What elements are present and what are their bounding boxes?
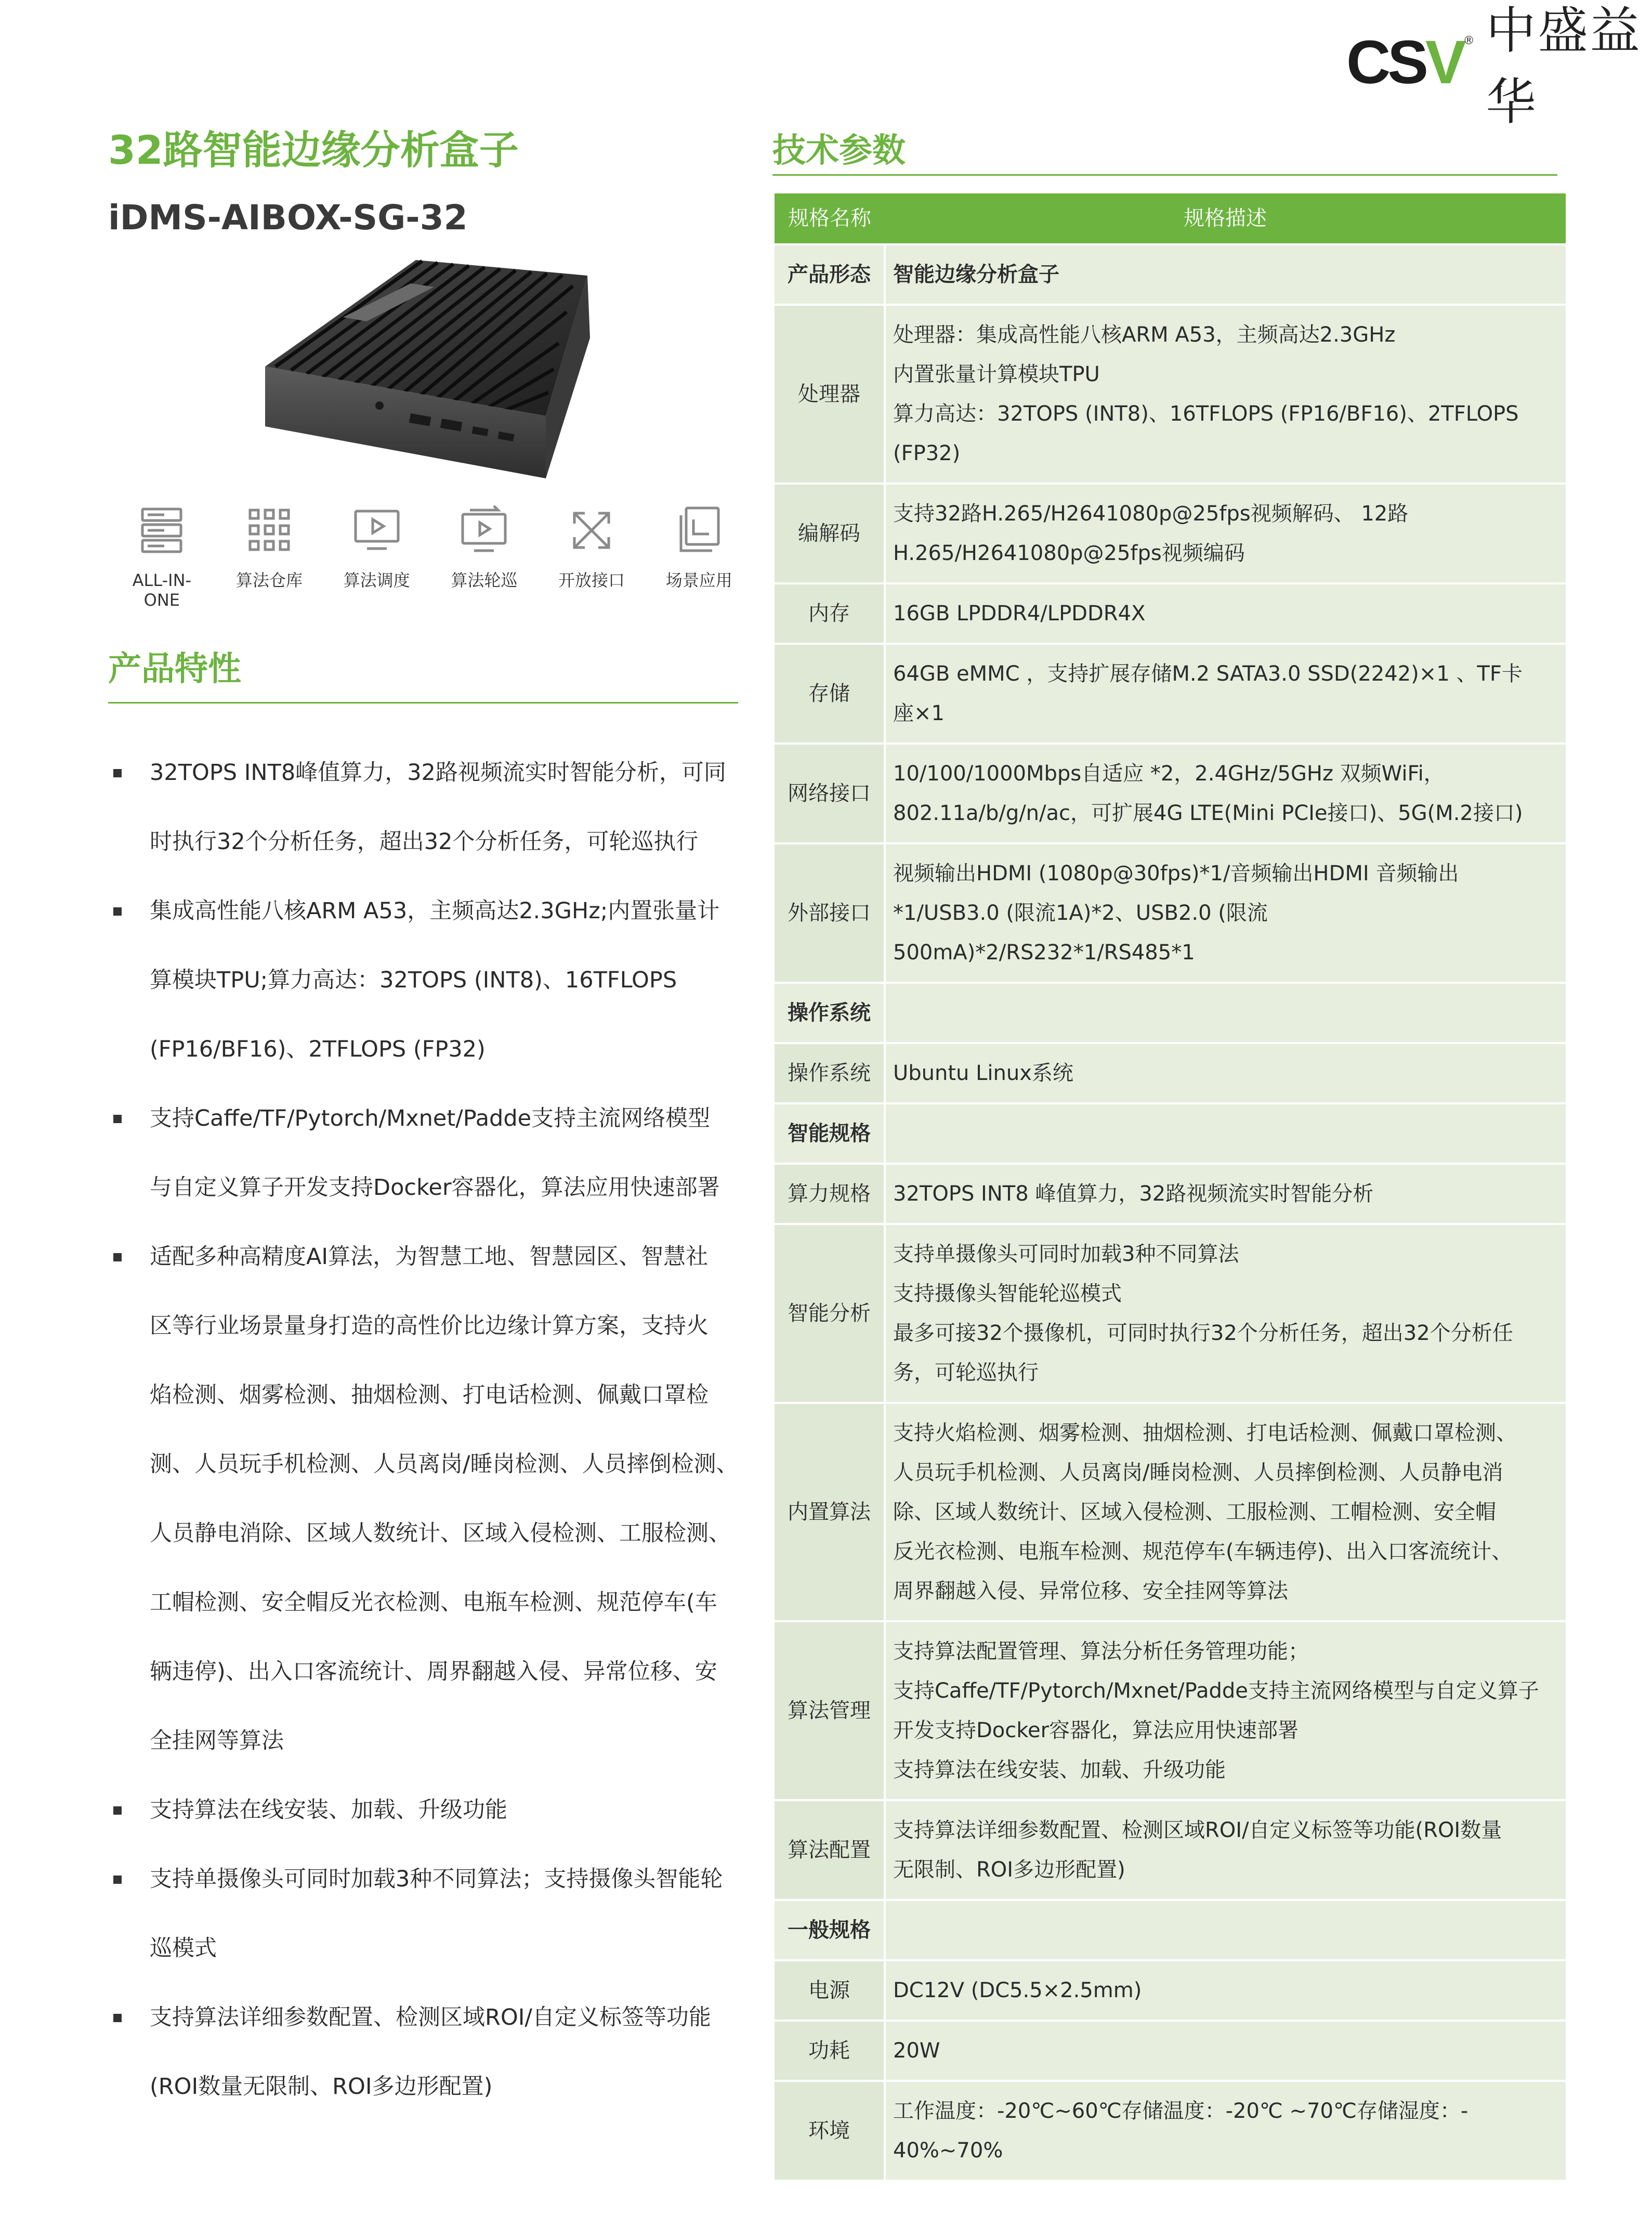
spec-desc-line: 20W xyxy=(893,2039,940,2063)
server-stack-icon xyxy=(133,502,190,559)
feature-line: 焰检测、烟雾检测、抽烟检测、打电话检测、佩戴口罩检 xyxy=(150,1382,709,1408)
spec-desc-line: 座×1 xyxy=(893,701,945,725)
spec-name-cell: 内存 xyxy=(775,583,885,644)
feature-icons-row xyxy=(108,502,753,610)
feature-line: 时执行32个分析任务，超出32个分析任务，可轮巡执行 xyxy=(150,829,699,855)
bullet-square-icon xyxy=(113,1253,122,1261)
feature-item xyxy=(109,1983,759,2121)
spec-row xyxy=(775,1224,1566,1403)
spec-desc-line: 视频输出HDMI (1080p@30fps)*1/音频输出HDMI 音频输出 xyxy=(893,862,1459,885)
spec-name-cell: 一般规格 xyxy=(775,1900,885,1960)
spec-row xyxy=(775,644,1566,744)
spec-row xyxy=(775,1403,1566,1621)
bullet-square-icon xyxy=(113,769,122,777)
product-title: 32路智能边缘分析盒子 xyxy=(108,127,519,173)
spec-desc-line: 智能边缘分析盒子 xyxy=(893,263,1059,286)
spec-desc-cell xyxy=(885,1103,1566,1164)
feature-item xyxy=(109,877,759,1084)
spec-desc-cell xyxy=(885,1621,1566,1800)
spec-desc-line: 除、区域人数统计、区域入侵检测、工服检测、工帽检测、安全帽 xyxy=(893,1500,1496,1524)
spec-desc-cell xyxy=(885,1800,1566,1900)
icon-item-algorithm-patrol xyxy=(430,502,538,610)
registered-mark: ® xyxy=(1463,34,1475,47)
spec-desc-line: 500mA)*2/RS232*1/RS485*1 xyxy=(893,941,1195,965)
spec-name-cell: 算力规格 xyxy=(775,1164,885,1224)
spec-desc-cell xyxy=(885,843,1566,983)
spec-desc-cell xyxy=(885,1224,1566,1403)
spec-row xyxy=(775,843,1566,983)
spec-desc-line: 反光衣检测、电瓶车检测、规范停车(车辆违停)、出入口客流统计、 xyxy=(893,1540,1513,1564)
feature-item xyxy=(109,1222,759,1776)
bullet-square-icon xyxy=(113,1115,122,1123)
feature-line: 支持Caffe/TF/Pytorch/Mxnet/Padde支持主流网络模型 xyxy=(150,1105,711,1131)
spec-name-cell: 网络接口 xyxy=(775,744,885,843)
spec-name-cell: 操作系统 xyxy=(775,983,885,1043)
spec-desc-cell xyxy=(885,744,1566,843)
spec-row xyxy=(775,1960,1566,2021)
spec-desc-cell xyxy=(885,1900,1566,1960)
spec-row xyxy=(775,583,1566,644)
spec-desc-line: 支持算法配置管理、算法分析任务管理功能； xyxy=(893,1639,1309,1663)
feature-line: 区等行业场景量身打造的高性价比边缘计算方案，支持火 xyxy=(150,1313,709,1339)
feature-line: 支持算法详细参数配置、检测区域ROI/自定义标签等功能 xyxy=(150,2004,711,2030)
spec-name-cell: 存储 xyxy=(775,644,885,744)
spec-desc-cell xyxy=(885,1164,1566,1224)
spec-row xyxy=(775,1164,1566,1224)
feature-line: 巡模式 xyxy=(150,1935,217,1961)
feature-line: 辆违停)、出入口客流统计、周界翻越入侵、异常位移、安 xyxy=(150,1659,717,1685)
spec-desc-line: 支持Caffe/TF/Pytorch/Mxnet/Padde支持主流网络模型与自定义算子 xyxy=(893,1679,1539,1703)
feature-item xyxy=(109,1845,759,1983)
feature-line: 32TOPS INT8峰值算力，32路视频流实时智能分析，可同 xyxy=(150,760,726,786)
spec-desc-line: 支持单摄像头可同时加载3种不同算法 xyxy=(893,1242,1239,1266)
spec-row xyxy=(775,2021,1566,2081)
bullet-square-icon xyxy=(113,907,122,916)
icon-label: 场景应用 xyxy=(665,570,732,590)
feature-line: 适配多种高精度AI算法，为智慧工地、智慧园区、智慧社 xyxy=(150,1244,709,1270)
spec-desc-cell xyxy=(885,244,1566,305)
spec-desc-line: 工作温度：-20℃~60℃存储温度：-20℃ ~70℃存储湿度：- xyxy=(893,2099,1469,2123)
bullet-square-icon xyxy=(113,2014,122,2022)
spec-desc-line: 支持算法在线安装、加载、升级功能 xyxy=(893,1758,1226,1782)
spec-desc-line: 算力高达：32TOPS (INT8)、16TFLOPS (FP16/BF16)、2TFLOPS xyxy=(893,402,1519,426)
spec-table-header xyxy=(775,193,1566,244)
spec-name-cell: 内置算法 xyxy=(775,1403,885,1621)
spec-name-cell: 处理器 xyxy=(775,305,885,484)
icon-item-scene-application xyxy=(645,502,753,610)
spec-desc-line: 周界翻越入侵、异常位移、安全挂网等算法 xyxy=(893,1579,1288,1603)
spec-table xyxy=(775,193,1566,2182)
icon-label: 算法仓库 xyxy=(236,570,303,590)
spec-desc-cell xyxy=(885,644,1566,744)
layers-window-icon xyxy=(671,502,728,559)
feature-line: 全挂网等算法 xyxy=(150,1728,284,1754)
feature-line: 人员静电消除、区域人数统计、区域入侵检测、工服检测、 xyxy=(150,1520,731,1546)
spec-row xyxy=(775,484,1566,583)
spec-row xyxy=(775,744,1566,843)
spec-desc-line: *1/USB3.0 (限流1A)*2、USB2.0 (限流 xyxy=(893,901,1268,925)
spec-desc-line: 64GB eMMC ，支持扩展存储M.2 SATA3.0 SSD(2242)×1 、TF卡 xyxy=(893,662,1523,686)
spec-desc-line: DC12V (DC5.5×2.5mm) xyxy=(893,1978,1142,2002)
icon-label: 算法轮巡 xyxy=(451,570,518,590)
brand-logo xyxy=(1346,2,1652,131)
spec-desc-line: 支持算法详细参数配置、检测区域ROI/自定义标签等功能(ROI数量 xyxy=(893,1818,1502,1842)
feature-item xyxy=(109,1084,759,1222)
icon-item-open-interface xyxy=(538,502,646,610)
monitor-play-icon xyxy=(348,502,405,559)
spec-desc-line: 内置张量计算模块TPU xyxy=(893,362,1100,386)
spec-name-cell: 环境 xyxy=(775,2081,885,2181)
icon-label: 算法调度 xyxy=(343,570,410,590)
feature-line: 工帽检测、安全帽反光衣检测、电瓶车检测、规范停车(车 xyxy=(150,1590,717,1616)
icon-label: 开放接口 xyxy=(558,570,625,590)
spec-desc-cell xyxy=(885,305,1566,484)
spec-row xyxy=(775,1900,1566,1960)
spec-desc-line: 支持摄像头智能轮巡模式 xyxy=(893,1282,1122,1306)
spec-desc-line: 最多可接32个摄像机，可同时执行32个分析任务，超出32个分析任 xyxy=(893,1321,1513,1345)
expand-arrows-icon xyxy=(563,502,620,559)
spec-desc-cell xyxy=(885,484,1566,583)
spec-name-cell: 算法配置 xyxy=(775,1800,885,1900)
logo-mark: CSV xyxy=(1346,28,1463,97)
spec-row xyxy=(775,1800,1566,1900)
feature-line: 测、人员玩手机检测、人员离岗/睡岗检测、人员摔倒检测、 xyxy=(150,1451,739,1477)
spec-desc-cell xyxy=(885,983,1566,1043)
spec-row xyxy=(775,1103,1566,1164)
spec-desc-line: 支持火焰检测、烟雾检测、抽烟检测、打电话检测、佩戴口罩检测、 xyxy=(893,1421,1517,1445)
spec-desc-line xyxy=(893,1114,1551,1153)
spec-row xyxy=(775,244,1566,305)
spec-desc-line xyxy=(893,993,1551,1033)
spec-name-cell: 算法管理 xyxy=(775,1621,885,1800)
spec-row xyxy=(775,1621,1566,1800)
spec-desc-cell xyxy=(885,1043,1566,1103)
icon-label: ALL-IN-ONE xyxy=(132,570,192,610)
features-list xyxy=(109,738,759,2121)
icon-item-algorithm-store xyxy=(216,502,323,610)
spec-desc-line: 人员玩手机检测、人员离岗/睡岗检测、人员摔倒检测、人员静电消 xyxy=(893,1461,1503,1484)
spec-divider xyxy=(772,174,1557,176)
spec-name-cell: 产品形态 xyxy=(775,244,885,305)
features-heading: 产品特性 xyxy=(108,650,241,688)
features-divider xyxy=(108,702,738,704)
spec-name-cell: 功耗 xyxy=(775,2021,885,2081)
grid-dots-icon xyxy=(241,502,298,559)
feature-item xyxy=(109,1776,759,1845)
spec-desc-cell xyxy=(885,1403,1566,1621)
product-image xyxy=(255,255,598,489)
spec-desc-line: 开发支持Docker容器化，算法应用快速部署 xyxy=(893,1718,1299,1742)
icon-item-algorithm-scheduling xyxy=(323,502,430,610)
monitor-cycle-icon xyxy=(455,502,513,559)
feature-line: (FP16/BF16)、2TFLOPS (FP32) xyxy=(150,1036,486,1062)
spec-row xyxy=(775,2081,1566,2181)
spec-desc-line: 802.11a/b/g/n/ac，可扩展4G LTE(Mini PCIe接口)、5G(M.2接口) xyxy=(893,801,1523,825)
feature-line: 算模块TPU;算力高达：32TOPS (INT8)、16TFLOPS xyxy=(150,967,677,993)
spec-desc-line: 40%~70% xyxy=(893,2139,1003,2163)
spec-desc-line: 处理器：集成高性能八核ARM A53，主频高达2.3GHz xyxy=(893,323,1396,347)
spec-heading: 技术参数 xyxy=(772,132,906,170)
spec-name-cell: 编解码 xyxy=(775,484,885,583)
spec-desc-line: 10/100/1000Mbps自适应 *2，2.4GHz/5GHz 双频WiFi， xyxy=(893,762,1445,786)
spec-name-cell: 外部接口 xyxy=(775,843,885,983)
spec-desc-line: 32TOPS INT8 峰值算力，32路视频流实时智能分析 xyxy=(893,1182,1374,1206)
spec-name-cell: 智能分析 xyxy=(775,1224,885,1403)
spec-header-desc: 规格描述 xyxy=(885,193,1566,244)
spec-desc-line: Ubuntu Linux系统 xyxy=(893,1061,1073,1085)
spec-desc-cell xyxy=(885,583,1566,644)
spec-name-cell: 电源 xyxy=(775,1960,885,2021)
spec-row xyxy=(775,1043,1566,1103)
spec-desc-line: 16GB LPDDR4/LPDDR4X xyxy=(893,602,1146,626)
spec-desc-line: 务，可轮巡执行 xyxy=(893,1361,1039,1385)
feature-line: 与自定义算子开发支持Docker容器化，算法应用快速部署 xyxy=(150,1175,720,1201)
feature-item xyxy=(109,738,759,877)
spec-desc-cell xyxy=(885,1960,1566,2021)
spec-desc-line xyxy=(893,1910,1551,1950)
bullet-square-icon xyxy=(113,1806,122,1815)
spec-row xyxy=(775,983,1566,1043)
icon-item-all-in-one xyxy=(108,502,216,610)
bullet-square-icon xyxy=(113,1876,122,1884)
logo-company-name: 中盛益华 xyxy=(1486,2,1642,131)
feature-line: (ROI数量无限制、ROI多边形配置) xyxy=(150,2074,493,2100)
spec-desc-line: H.265/H2641080p@25fps视频编码 xyxy=(893,541,1245,565)
spec-desc-line: (FP32) xyxy=(893,441,961,465)
spec-desc-cell xyxy=(885,2081,1566,2181)
spec-name-cell: 操作系统 xyxy=(775,1043,885,1103)
feature-line: 集成高性能八核ARM A53，主频高达2.3GHz;内置张量计 xyxy=(150,898,720,924)
spec-desc-cell xyxy=(885,2021,1566,2081)
spec-desc-line: 支持32路H.265/H2641080p@25fps视频解码、 12路 xyxy=(893,502,1409,526)
product-model: iDMS-AIBOX-SG-32 xyxy=(108,198,468,238)
spec-header-name: 规格名称 xyxy=(775,193,885,244)
spec-row xyxy=(775,305,1566,484)
feature-line: 支持单摄像头可同时加载3种不同算法；支持摄像头智能轮 xyxy=(150,1866,723,1892)
spec-name-cell: 智能规格 xyxy=(775,1103,885,1164)
spec-desc-line: 无限制、ROI多边形配置) xyxy=(893,1858,1125,1882)
feature-line: 支持算法在线安装、加载、升级功能 xyxy=(150,1797,507,1823)
